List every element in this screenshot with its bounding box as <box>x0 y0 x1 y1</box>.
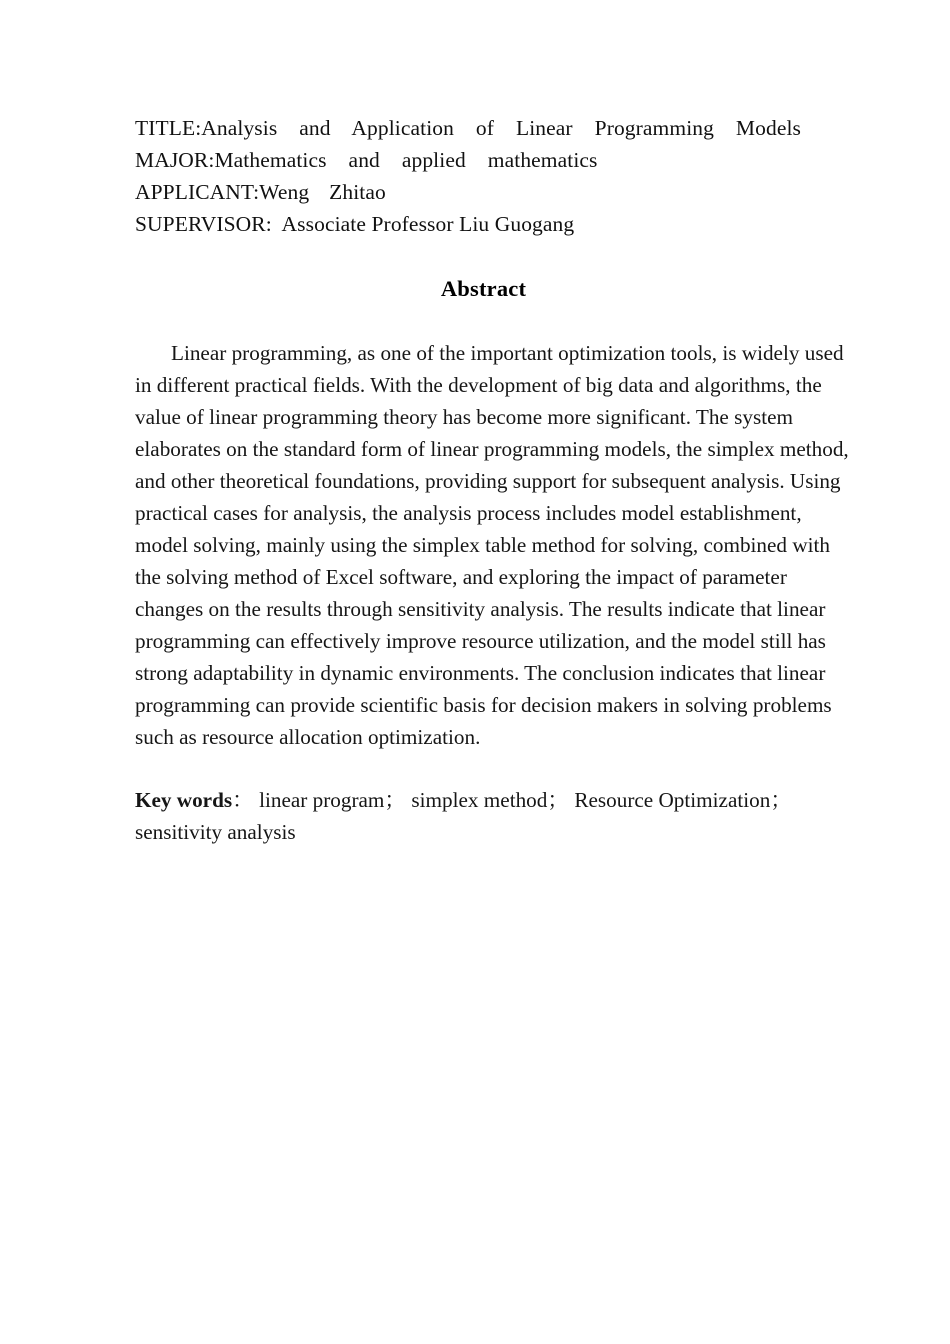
keywords-separator-0: ； <box>384 788 407 812</box>
meta-line-supervisor: SUPERVISOR: Associate Professor Liu Guogang <box>135 212 575 236</box>
abstract-text: Linear programming, as one of the important optimization tools, is widely used in different practical fields. With the development of big data and algorithms, the value of linear programming theory has become more significant. The system elaborates on the standard form of linear programming models, the simplex method, and other theoretical foundations, providing support for subsequent analysis. Using practical cases for analysis, the analysis process includes model establishment, model solving, mainly using the simplex table method for solving, combined with the solving method of Excel software, and exploring the impact of parameter changes on the results through sensitivity analysis. The results indicate that linear programming can effectively improve resource utilization, and the model still has strong adaptability in dynamic environments. The conclusion indicates that linear programming can provide scientific basis for decision makers in solving problems such as resource allocation optimization. <box>135 341 849 749</box>
keywords-line <box>135 753 835 848</box>
keyword-item-2: Resource Optimization <box>574 788 771 812</box>
keyword-item-0: linear program <box>259 788 385 812</box>
keywords-label: Key words <box>135 788 233 812</box>
keyword-item-1: simplex method <box>411 788 548 812</box>
keywords-separator-1: ； <box>547 788 570 812</box>
keyword-item-3: sensitivity analysis <box>135 820 296 844</box>
keywords-label-separator: ： <box>232 788 254 812</box>
meta-line-major: MAJOR:Mathematics and applied mathematics <box>135 148 598 172</box>
keywords-separator-2: ； <box>770 788 793 812</box>
meta-line-title: TITLE:Analysis and Application of Linear Programming Models <box>135 116 802 140</box>
abstract-body <box>135 304 850 753</box>
meta-line-applicant: APPLICANT:Weng Zhitao <box>135 180 386 204</box>
abstract-heading: Abstract <box>440 276 527 301</box>
title-meta-block <box>135 112 850 240</box>
page-content <box>135 112 850 848</box>
